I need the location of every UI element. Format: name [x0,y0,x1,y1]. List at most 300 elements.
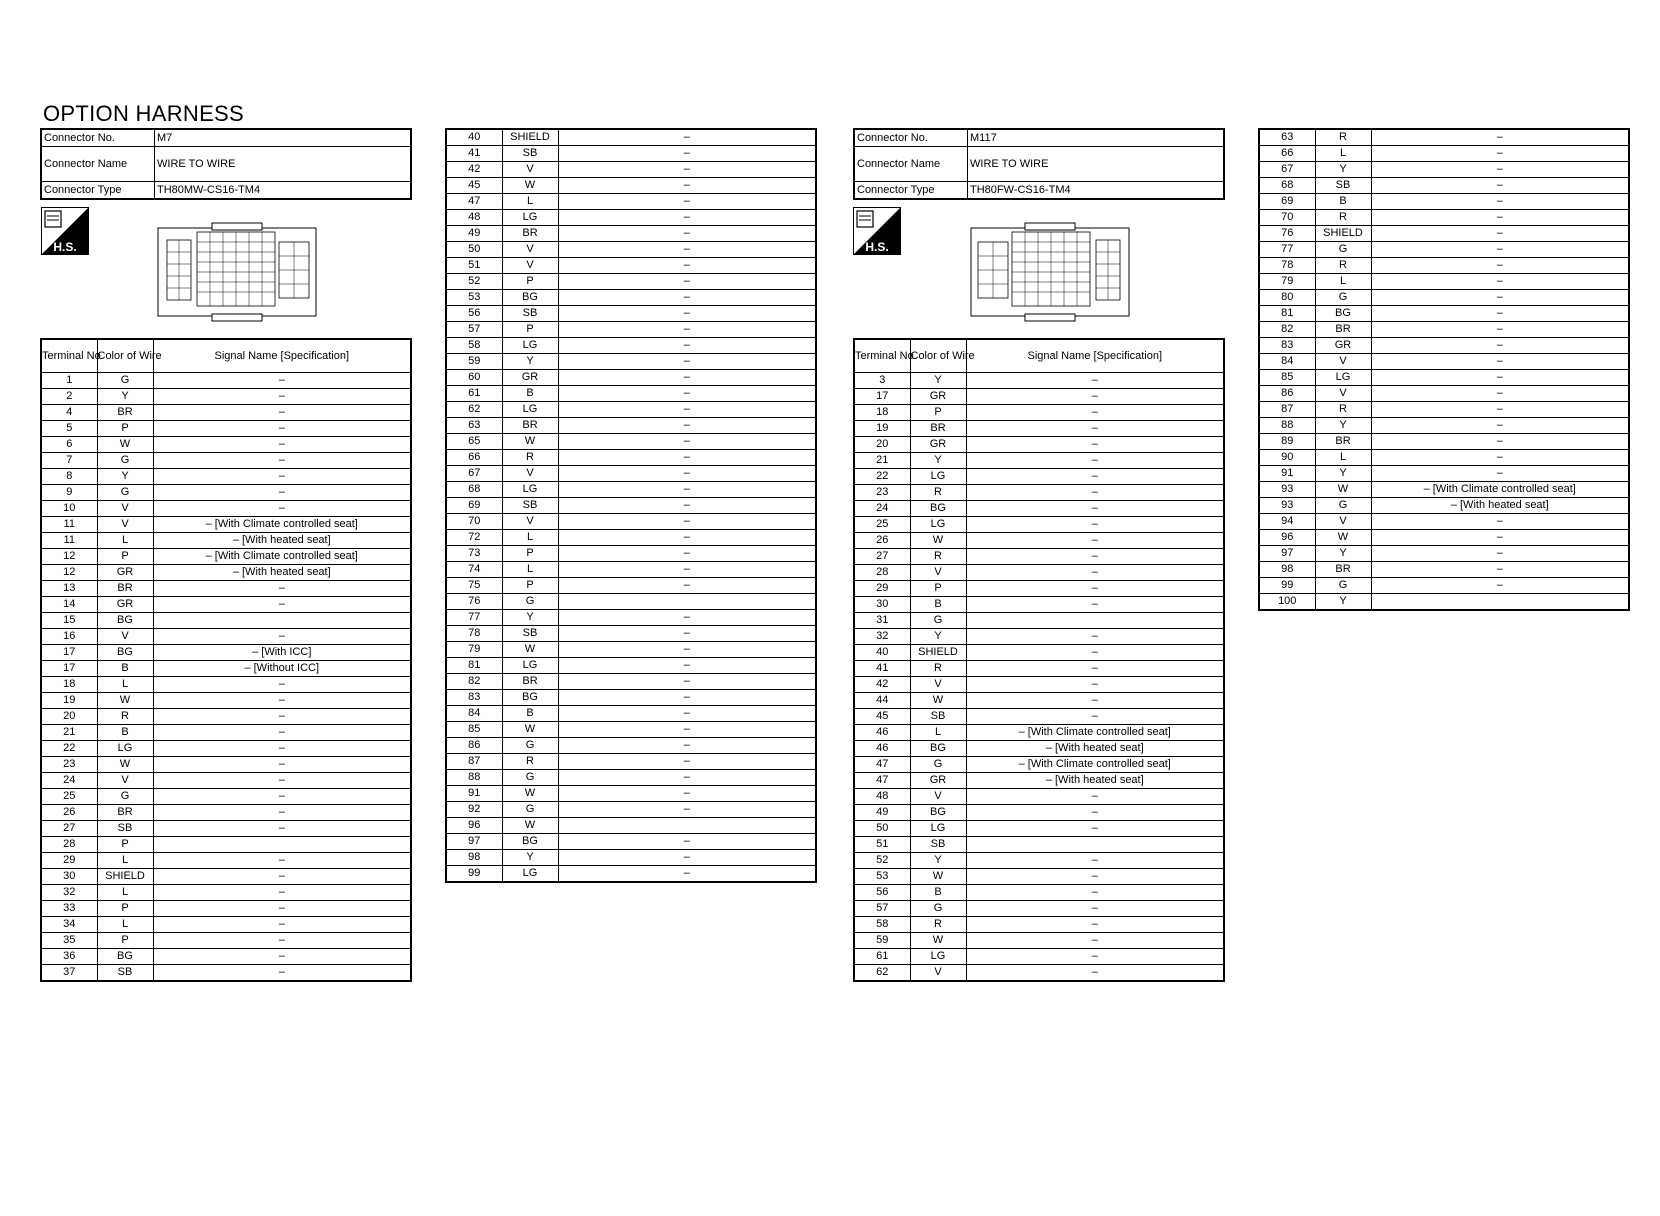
terminal-no: 82 [1259,322,1315,338]
signal-name: – [558,146,816,162]
table-row [41,869,411,885]
wire-color: R [1315,258,1371,274]
wire-color: BG [502,290,558,306]
wire-color: V [910,677,966,693]
signal-name: – [1371,402,1629,418]
signal-name: – [1371,530,1629,546]
terminal-no: 10 [41,501,97,517]
wire-color: G [910,757,966,773]
signal-name [558,818,816,834]
signal-name: – [153,725,411,741]
signal-name: – [558,226,816,242]
signal-name: – [1371,354,1629,370]
signal-name: – [966,677,1224,693]
signal-name: – [153,789,411,805]
signal-name: – [558,322,816,338]
table-row [446,642,816,658]
signal-name: – [966,581,1224,597]
wire-color: V [502,242,558,258]
signal-name [966,837,1224,853]
signal-name: – [966,805,1224,821]
signal-name: – [558,466,816,482]
table-row [1259,594,1629,611]
signal-name-header: Signal Name [Specification] [966,339,1224,373]
table-row [1259,386,1629,402]
terminal-no: 26 [41,805,97,821]
signal-name: – [1371,210,1629,226]
wire-color: BG [910,805,966,821]
signal-name: – [558,210,816,226]
wire-color: GR [910,773,966,789]
wire-color: V [97,773,153,789]
signal-name: – [153,741,411,757]
terminal-no: 81 [1259,306,1315,322]
terminal-no: 19 [41,693,97,709]
terminal-no: 76 [1259,226,1315,242]
wire-color: V [502,466,558,482]
terminal-no: 68 [446,482,502,498]
table-row [41,501,411,517]
table-row [446,258,816,274]
terminal-no: 84 [1259,354,1315,370]
signal-name: – [1371,578,1629,594]
table-row [854,853,1224,869]
terminal-no: 45 [446,178,502,194]
signal-name: – [966,885,1224,901]
wire-color: LG [910,469,966,485]
signal-name: – [153,629,411,645]
wire-color: SB [502,498,558,514]
wire-color: Y [502,354,558,370]
signal-name: – [1371,370,1629,386]
signal-name: – [966,661,1224,677]
wire-color: LG [502,402,558,418]
signal-name: – [966,693,1224,709]
table-row [41,645,411,661]
terminal-no: 20 [854,437,910,453]
table-row [854,869,1224,885]
wire-color: L [1315,146,1371,162]
connector-face-diagram-m117 [970,222,1130,322]
terminal-no: 12 [41,565,97,581]
table-row [854,405,1224,421]
table-row [854,613,1224,629]
wire-color: G [1315,242,1371,258]
table-row [1259,210,1629,226]
table-row [41,437,411,453]
terminal-no: 17 [41,661,97,677]
wire-color: GR [502,370,558,386]
wire-color: V [910,565,966,581]
table-row [854,741,1224,757]
wire-color: G [502,594,558,610]
terminal-no: 88 [1259,418,1315,434]
wire-color: B [502,386,558,402]
connector-face-diagram-m7 [157,222,317,322]
signal-name: – [558,642,816,658]
terminal-no: 99 [1259,578,1315,594]
wire-color: BG [502,834,558,850]
wire-color: W [502,178,558,194]
terminal-no: 70 [1259,210,1315,226]
table-row [854,501,1224,517]
terminal-no: 51 [446,258,502,274]
table-row [1259,258,1629,274]
signal-name: – [153,389,411,405]
wire-color: BR [1315,562,1371,578]
table-row [41,661,411,677]
table-row [854,773,1224,789]
table-row [446,514,816,530]
terminal-no: 57 [446,322,502,338]
signal-name: – [558,386,816,402]
signal-name: – [966,597,1224,613]
table-row [854,485,1224,501]
wire-color: SB [502,146,558,162]
terminal-no: 98 [446,850,502,866]
terminal-no: 48 [854,789,910,805]
wire-color: BR [1315,322,1371,338]
signal-name: – [1371,290,1629,306]
signal-name: – [1371,129,1629,146]
terminal-no: 58 [446,338,502,354]
terminal-no: 83 [1259,338,1315,354]
terminal-no: 31 [854,613,910,629]
hs-connector-icon [41,207,89,255]
wire-color: BR [97,805,153,821]
table-row [41,469,411,485]
terminal-no: 21 [854,453,910,469]
terminal-no: 33 [41,901,97,917]
table-row [854,597,1224,613]
wire-color: LG [502,658,558,674]
wire-color: L [97,677,153,693]
terminal-no: 19 [854,421,910,437]
connector-info-m7 [40,128,412,200]
signal-name: – [558,434,816,450]
signal-name [153,613,411,629]
signal-name: – [1371,434,1629,450]
signal-name: – [558,274,816,290]
signal-name: – [558,770,816,786]
terminal-no: 6 [41,437,97,453]
wire-color: W [502,642,558,658]
table-row [41,949,411,965]
signal-name: – [153,469,411,485]
wire-color: G [502,738,558,754]
table-row [41,485,411,501]
wire-color: W [502,434,558,450]
table-row [446,386,816,402]
wire-color: W [910,533,966,549]
terminal-no: 93 [1259,482,1315,498]
signal-name: – [1371,450,1629,466]
table-row [446,834,816,850]
terminal-no: 61 [854,949,910,965]
wire-color: L [502,530,558,546]
terminal-no: 52 [446,274,502,290]
signal-name: – [With Climate controlled seat] [966,725,1224,741]
wire-color: BG [910,741,966,757]
wire-color: R [910,549,966,565]
terminal-no: 75 [446,578,502,594]
wire-color: SB [910,709,966,725]
terminal-table-m117-a [853,338,1225,982]
table-row [854,709,1224,725]
wire-color: BG [502,690,558,706]
wire-color: Y [1315,466,1371,482]
wire-color: BG [97,949,153,965]
table-row [854,885,1224,901]
table-row [446,770,816,786]
signal-name: – [153,405,411,421]
table-row [854,789,1224,805]
terminal-no: 2 [41,389,97,405]
signal-name: – [966,933,1224,949]
terminal-no: 76 [446,594,502,610]
signal-name: – [558,514,816,530]
table-row [41,741,411,757]
table-row [446,498,816,514]
signal-name: – [1371,274,1629,290]
signal-name: – [558,290,816,306]
table-row [446,546,816,562]
signal-name: – [966,565,1224,581]
table-row [446,706,816,722]
wire-color: L [97,885,153,901]
signal-name: – [966,517,1224,533]
signal-name: – [558,610,816,626]
wire-color: BR [1315,434,1371,450]
terminal-no: 72 [446,530,502,546]
terminal-no: 87 [1259,402,1315,418]
terminal-no: 96 [1259,530,1315,546]
signal-name: – [153,901,411,917]
table-row [854,757,1224,773]
terminal-no: 46 [854,725,910,741]
table-row [854,933,1224,949]
hs-connector-icon [853,207,901,255]
signal-name: – [558,578,816,594]
terminal-no: 29 [854,581,910,597]
wire-color: W [97,757,153,773]
terminal-no: 98 [1259,562,1315,578]
table-row [446,738,816,754]
wire-color: BG [910,501,966,517]
wire-color: Y [502,850,558,866]
table-row [1259,242,1629,258]
terminal-no: 23 [854,485,910,501]
signal-name: – [966,405,1224,421]
signal-name: – [558,482,816,498]
terminal-no: 51 [854,837,910,853]
terminal-no: 74 [446,562,502,578]
terminal-no: 56 [446,306,502,322]
wire-color: G [97,789,153,805]
terminal-no: 57 [854,901,910,917]
signal-name: – [558,850,816,866]
table-row [854,437,1224,453]
table-row [446,658,816,674]
terminal-no: 63 [1259,129,1315,146]
wire-color: L [502,194,558,210]
terminal-no: 69 [1259,194,1315,210]
table-row [1259,178,1629,194]
terminal-no: 47 [854,757,910,773]
color-of-wire-header: Color of Wire [97,339,153,373]
table-row [446,866,816,883]
table-row [41,965,411,982]
table-row [446,418,816,434]
signal-name: – [1371,386,1629,402]
terminal-no: 66 [1259,146,1315,162]
wire-color: Y [910,453,966,469]
terminal-no: 22 [41,741,97,757]
wire-color: G [1315,290,1371,306]
table-row [41,373,411,389]
signal-name: – [1371,258,1629,274]
table-row [41,885,411,901]
table-row [1259,338,1629,354]
wire-color: L [97,533,153,549]
table-row [1259,146,1629,162]
signal-name: – [With heated seat] [153,565,411,581]
signal-name: – [153,581,411,597]
table-row [854,949,1224,965]
signal-name: – [966,389,1224,405]
terminal-no: 70 [446,514,502,530]
terminal-no: 4 [41,405,97,421]
table-row [41,517,411,533]
signal-name: – [558,450,816,466]
terminal-no: 91 [1259,466,1315,482]
signal-name: – [966,629,1224,645]
terminal-no: 7 [41,453,97,469]
signal-name: – [558,242,816,258]
signal-name: – [966,965,1224,982]
table-row [1259,274,1629,290]
wire-color: G [1315,498,1371,514]
signal-name: – [1371,162,1629,178]
signal-name: – [558,706,816,722]
table-row [41,773,411,789]
table-row [446,194,816,210]
signal-name: – [153,597,411,613]
table-row [854,517,1224,533]
table-row [446,562,816,578]
terminal-no: 65 [446,434,502,450]
terminal-no: 84 [446,706,502,722]
wire-color: B [1315,194,1371,210]
terminal-no: 89 [1259,434,1315,450]
wire-color: V [1315,514,1371,530]
wire-color: G [910,613,966,629]
wire-color: G [502,770,558,786]
signal-name: – [153,965,411,982]
signal-name: – [153,709,411,725]
signal-name: – [153,933,411,949]
terminal-no: 27 [41,821,97,837]
table-row [41,597,411,613]
signal-name: – [With heated seat] [966,741,1224,757]
signal-name: – [966,373,1224,389]
table-row [41,837,411,853]
terminal-no: 40 [446,129,502,146]
hs-label: H.S. [53,240,77,254]
terminal-no: 46 [854,741,910,757]
table-row [41,613,411,629]
signal-name: – [966,821,1224,837]
table-row [41,405,411,421]
wire-color: B [502,706,558,722]
signal-name: – [558,754,816,770]
table-row [41,917,411,933]
table-row [41,677,411,693]
table-row [41,581,411,597]
table-row [1259,306,1629,322]
table-row [41,549,411,565]
wire-color: V [502,514,558,530]
wire-color: V [502,258,558,274]
wire-color: P [910,405,966,421]
terminal-no: 86 [1259,386,1315,402]
table-row [446,802,816,818]
table-row [1259,162,1629,178]
terminal-no: 78 [446,626,502,642]
table-row [1259,578,1629,594]
table-row [446,129,816,146]
signal-name: – [153,453,411,469]
terminal-no: 32 [854,629,910,645]
wire-color: Y [910,629,966,645]
wire-color: G [910,901,966,917]
terminal-no-header: Terminal No. [41,339,97,373]
terminal-no: 59 [854,933,910,949]
wire-color: SHIELD [97,869,153,885]
signal-name: – [558,722,816,738]
wire-color: L [1315,450,1371,466]
table-row [446,754,816,770]
table-row [1259,482,1629,498]
wire-color: Y [910,373,966,389]
wire-color: R [502,754,558,770]
wire-color: R [910,661,966,677]
wire-color: BR [502,674,558,690]
connector-type-value: TH80MW-CS16-TM4 [155,182,412,200]
table-row [446,626,816,642]
table-row [1259,530,1629,546]
terminal-no: 69 [446,498,502,514]
hs-label: H.S. [865,240,889,254]
wire-color: W [910,933,966,949]
wire-color: SHIELD [910,645,966,661]
terminal-no: 12 [41,549,97,565]
signal-name: – [153,421,411,437]
wire-color: W [1315,530,1371,546]
terminal-no: 41 [446,146,502,162]
signal-name: – [153,949,411,965]
table-row [854,837,1224,853]
table-row [41,853,411,869]
signal-name: – [With heated seat] [153,533,411,549]
wire-color: BG [97,645,153,661]
terminal-no: 97 [1259,546,1315,562]
table-row [41,389,411,405]
table-row [854,565,1224,581]
signal-name: – [966,469,1224,485]
signal-name: – [966,853,1224,869]
terminal-no: 96 [446,818,502,834]
